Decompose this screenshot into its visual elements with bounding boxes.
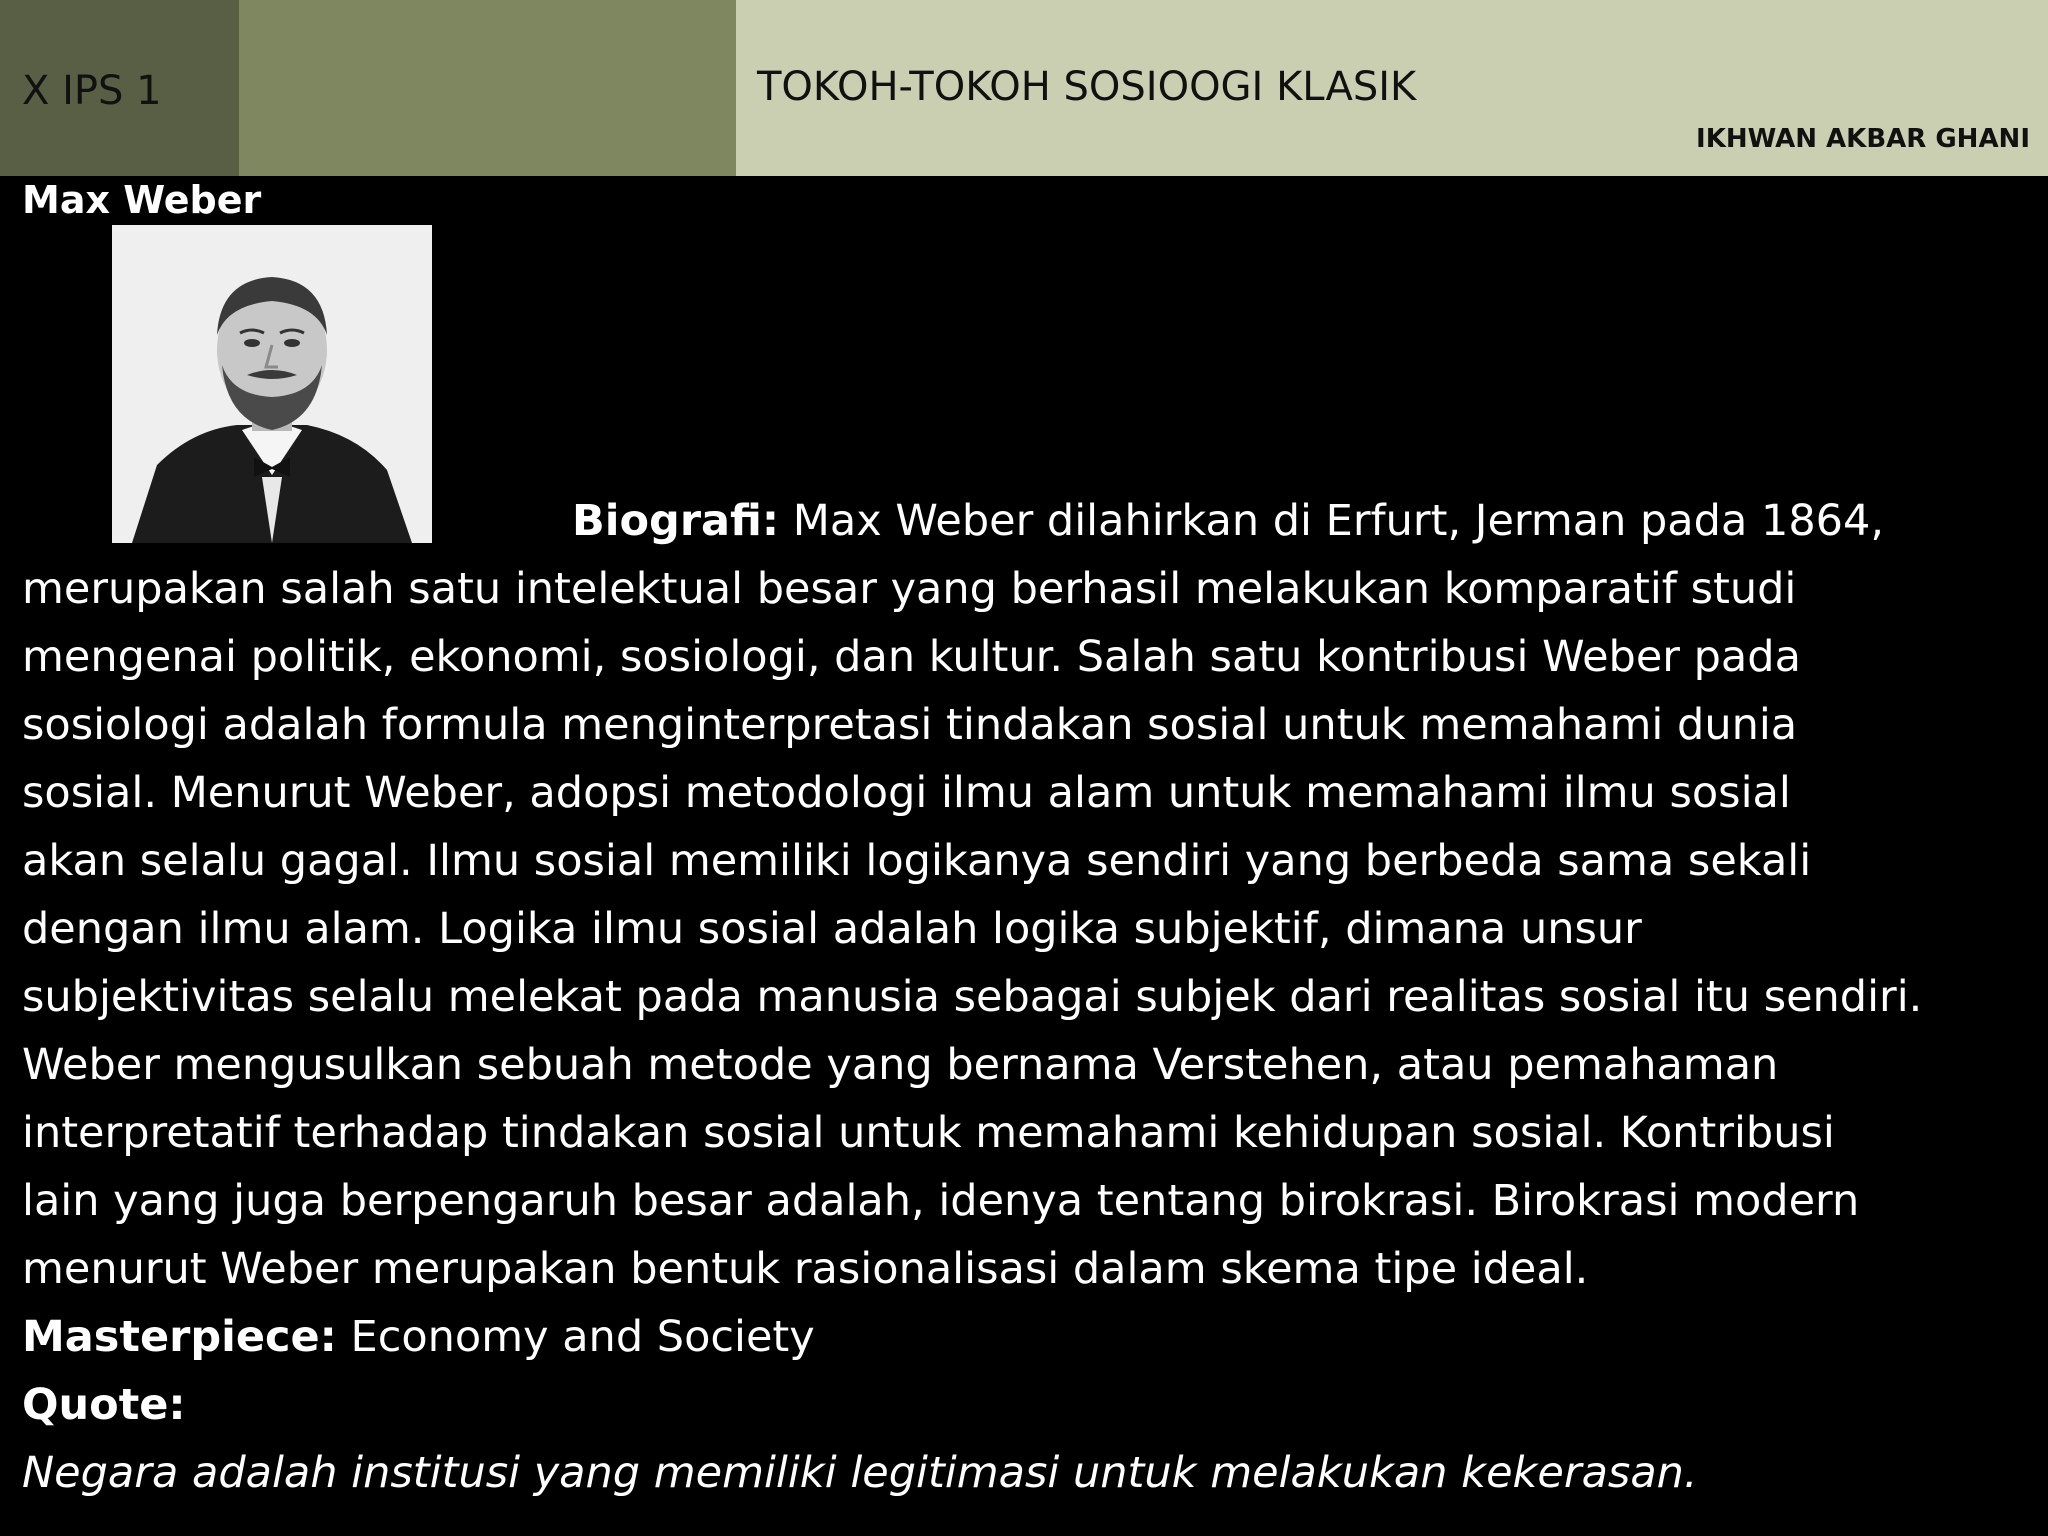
biography-line: Max Weber dilahirkan di Erfurt, Jerman pada 1864, <box>779 496 1885 546</box>
author-name: IKHWAN AKBAR GHANI <box>1696 124 2030 154</box>
biography-line: dengan ilmu alam. Logika ilmu sosial adalah logika subjektif, dimana unsur <box>22 904 1642 954</box>
biography-line: sosial. Menurut Weber, adopsi metodologi ilmu alam untuk memahami ilmu sosial <box>22 768 1791 818</box>
portrait-photo-icon <box>112 225 432 543</box>
biography-line: merupakan salah satu intelektual besar yang berhasil melakukan komparatif studi <box>22 564 1797 614</box>
biography-line: menurut Weber merupakan bentuk rasionalisasi dalam skema tipe ideal. <box>22 1244 1589 1294</box>
class-label: X IPS 1 <box>22 68 162 114</box>
masterpiece-value: Economy and Society <box>336 1312 815 1362</box>
biography-line: sosiologi adalah formula menginterpretasi tindakan sosial untuk memahami dunia <box>22 700 1798 750</box>
biography-line: interpretatif terhadap tindakan sosial untuk memahami kehidupan sosial. Kontribusi <box>22 1108 1835 1158</box>
quote-label: Quote: <box>22 1380 186 1430</box>
header-block-mid <box>239 0 736 176</box>
biography-line: akan selalu gagal. Ilmu sosial memiliki logikanya sendiri yang berbeda sama sekali <box>22 836 1812 886</box>
quote-text: Negara adalah institusi yang memiliki legitimasi untuk melakukan kekerasan. <box>22 1448 1698 1498</box>
masterpiece-label: Masterpiece: <box>22 1312 337 1362</box>
biography-label: Biografi: <box>572 496 780 546</box>
biography-line: lain yang juga berpengaruh besar adalah, idenya tentang birokrasi. Birokrasi modern <box>22 1176 1860 1226</box>
biography-line: mengenai politik, ekonomi, sosiologi, dan kultur. Salah satu kontribusi Weber pada <box>22 632 1801 682</box>
biography-first-line <box>572 487 1884 555</box>
masterpiece-line <box>22 1303 2032 1371</box>
slide-title: TOKOH-TOKOH SOSIOOGI KLASIK <box>757 64 1417 110</box>
biography-line: Weber mengusulkan sebuah metode yang bernama Verstehen, atau pemahaman <box>22 1040 1779 1090</box>
biography-line: subjektivitas selalu melekat pada manusia sebagai subjek dari realitas sosial itu sendiri. <box>22 972 1923 1022</box>
figure-name: Max Weber <box>22 178 262 222</box>
biography-body <box>22 555 2032 1507</box>
